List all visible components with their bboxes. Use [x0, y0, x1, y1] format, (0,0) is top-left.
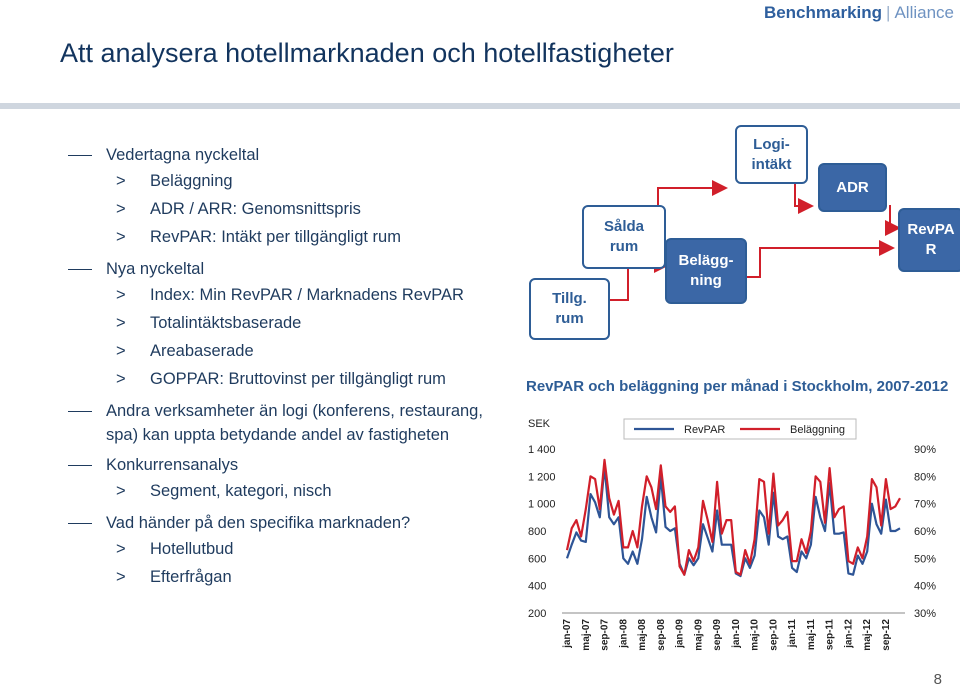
y-right-tick-label: 30%: [914, 608, 937, 620]
x-tick-label: maj-12: [862, 619, 874, 651]
chevron-right-icon: >: [116, 568, 126, 586]
y-axis-title: SEK: [528, 418, 551, 430]
bullet-item: [68, 143, 498, 167]
revpar-occupancy-chart: [520, 405, 960, 663]
chevron-right-icon: >: [116, 342, 126, 360]
x-tick-label: jan-10: [730, 619, 742, 648]
dash-marker: [68, 269, 92, 270]
sub-bullet-text: GOPPAR: Bruttovinst per tillgängligt rum: [150, 370, 446, 388]
bullet-text: Konkurrensanalys: [106, 456, 239, 474]
x-tick-label: maj-10: [749, 619, 761, 651]
sub-bullet-text: Segment, kategori, nisch: [150, 482, 332, 500]
sub-bullet-item: [68, 223, 498, 251]
page-number: 8: [933, 671, 942, 688]
y-right-tick-label: 80%: [914, 471, 937, 484]
chevron-right-icon: >: [116, 286, 126, 304]
y-right-tick-label: 60%: [914, 526, 937, 538]
sub-bullet-text: Efterfrågan: [150, 568, 232, 586]
chart-svg: [520, 405, 960, 663]
chevron-right-icon: >: [116, 228, 126, 246]
y-left-tick-label: 1 400: [528, 444, 556, 456]
x-tick-label: sep-07: [599, 619, 611, 651]
y-left-tick-label: 1 200: [528, 471, 556, 484]
y-left-tick-label: 800: [528, 526, 547, 538]
x-tick-label: jan-11: [787, 619, 799, 648]
y-right-tick-label: 40%: [914, 580, 937, 593]
bullet-item: [68, 257, 498, 281]
y-right-tick-label: 50%: [914, 553, 937, 566]
dash-marker: [68, 465, 92, 466]
sub-bullet-text: Hotellutbud: [150, 540, 234, 558]
x-tick-label: sep-10: [768, 619, 780, 651]
dash-marker: [68, 155, 92, 156]
chevron-right-icon: >: [116, 172, 126, 190]
chevron-right-icon: >: [116, 200, 126, 218]
sub-bullet-item: [68, 563, 498, 591]
sub-bullet-text: Beläggning: [150, 172, 233, 190]
y-right-tick-label: 70%: [914, 498, 937, 511]
box-salda-rum: Sålda rum: [582, 205, 666, 269]
x-tick-label: sep-08: [655, 619, 667, 651]
box-adr: ADR: [818, 163, 887, 212]
connector-arrow: [732, 248, 893, 277]
sub-bullet-text: ADR / ARR: Genomsnittspris: [150, 200, 361, 218]
box-logiintakt: Logi- intäkt: [735, 125, 808, 184]
sub-bullet-item: [68, 477, 498, 505]
page-title: Att analysera hotellmarknaden och hotellfastigheter: [60, 38, 674, 68]
sub-bullet-text: Areabaserade: [150, 342, 254, 360]
sub-bullet-text: Index: Min RevPAR / Marknadens RevPAR: [150, 286, 464, 304]
brand-logo: [764, 3, 954, 23]
y-left-tick-label: 600: [528, 553, 547, 566]
legend-label: RevPAR: [684, 424, 726, 436]
x-tick-label: sep-09: [712, 619, 724, 651]
x-tick-label: maj-07: [580, 619, 592, 651]
chevron-right-icon: >: [116, 482, 126, 500]
kpi-flow-diagram: [510, 120, 960, 370]
sub-bullet-item: [68, 337, 498, 365]
box-revpar: RevPA R: [898, 208, 960, 272]
bullet-text: Vedertagna nyckeltal: [106, 146, 260, 164]
sub-bullet-item: [68, 195, 498, 223]
chart-title: RevPAR och beläggning per månad i Stockholm, 2007-2012: [526, 378, 949, 395]
box-belaggning: Belägg- ning: [665, 238, 747, 304]
x-tick-label: maj-11: [805, 619, 817, 651]
x-tick-label: jan-08: [618, 619, 630, 648]
bullet-item: [68, 453, 498, 477]
bullet-item: [68, 511, 498, 535]
x-tick-label: sep-12: [880, 619, 892, 651]
box-tillg-rum: Tillg. rum: [529, 278, 610, 340]
series-line-revpar: [567, 467, 900, 576]
title-divider: [0, 103, 960, 109]
x-tick-label: jan-09: [674, 619, 686, 648]
dash-marker: [68, 523, 92, 524]
y-right-tick-label: 90%: [914, 444, 937, 456]
x-tick-label: jan-07: [562, 619, 573, 648]
sub-bullet-item: [68, 167, 498, 195]
bullet-list: [68, 143, 498, 591]
brand-primary: Benchmarking: [763, 3, 883, 22]
bullet-item: [68, 399, 498, 447]
legend-label: Beläggning: [790, 424, 846, 436]
x-tick-label: maj-08: [637, 619, 649, 651]
series-line-beläggning: [567, 460, 900, 575]
x-tick-label: maj-09: [693, 619, 705, 651]
sub-bullet-text: RevPAR: Intäkt per tillgängligt rum: [150, 228, 401, 246]
sub-bullet-item: [68, 535, 498, 563]
y-left-tick-label: 200: [528, 608, 547, 620]
bullet-text: Nya nyckeltal: [106, 260, 205, 278]
sub-bullet-item: [68, 309, 498, 337]
connector-arrow: [606, 265, 668, 300]
chevron-right-icon: >: [116, 540, 126, 558]
dash-marker: [68, 411, 92, 412]
brand-separator: |: [886, 3, 891, 22]
sub-bullet-item: [68, 365, 498, 393]
sub-bullet-item: [68, 281, 498, 309]
chevron-right-icon: >: [116, 370, 126, 388]
y-left-tick-label: 400: [528, 580, 547, 593]
x-tick-label: jan-12: [843, 619, 855, 648]
sub-bullet-text: Totalintäktsbaserade: [150, 314, 302, 332]
brand-secondary: Alliance: [894, 3, 954, 22]
bullet-text: Andra verksamheter än logi (konferens, restaurang, spa) kan uppta betydande andel av fastigheten: [106, 402, 483, 444]
bullet-text: Vad händer på den specifika marknaden?: [106, 514, 411, 532]
chevron-right-icon: >: [116, 314, 126, 332]
x-tick-label: sep-11: [824, 619, 836, 651]
y-left-tick-label: 1 000: [528, 498, 556, 511]
